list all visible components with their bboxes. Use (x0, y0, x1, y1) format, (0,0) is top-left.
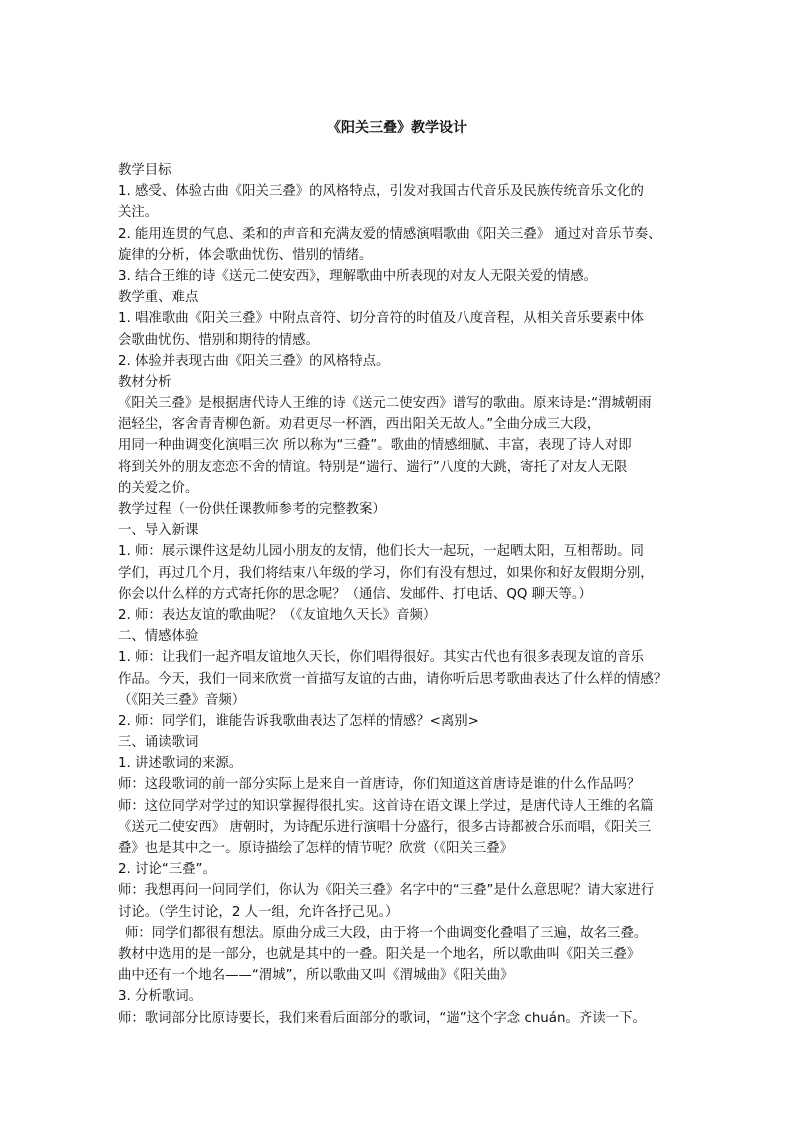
text-line: 教材中选用的是一部分，也就是其中的一叠。阳关是一个地名，所以歌曲叫《阳关三叠》 (118, 946, 641, 962)
text-line: 1. 感受、体验古曲《阳关三叠》的风格特点，引发对我国古代音乐及民族传统音乐文化的 (118, 184, 644, 200)
text-line: 师：同学们都很有想法。原曲分成三大段，由于将一个曲调变化叠唱了三遍，故名三叠。 (125, 925, 648, 941)
text-line: 2. 讨论“三叠”。 (118, 862, 216, 878)
text-line: 1. 师：展示课件这是幼儿园小朋友的友情，他们长大一起玩，一起晒太阳，互相帮助。同 (118, 544, 644, 560)
text-line: 2. 体验并表现古曲《阳关三叠》的风格特点。 (118, 353, 390, 369)
text-line: 2. 师：同学们，谁能告诉我歌曲表达了怎样的情感？<离别> (118, 713, 479, 729)
text-line: 学们，再过几个月，我们将结束八年级的学习，你们有没有想过，如果你和好友假期分别， (118, 565, 654, 581)
text-line: 2. 能用连贯的气息、柔和的声音和充满友爱的情感演唱歌曲《阳关三叠》 通过对音乐节奏、 (118, 226, 662, 242)
text-line: 教材分析 (118, 374, 172, 390)
text-line: 你会以什么样的方式寄托你的思念呢？（通信、发邮件、打电话、QQ 聊天等。） (118, 586, 592, 602)
text-line: 关注。 (118, 205, 159, 221)
text-line: 2. 师：表达友谊的歌曲呢？（《友谊地久天长》音频） (118, 607, 437, 623)
text-line: 一、导入新课 (118, 523, 199, 539)
text-line: 师：这位同学对学过的知识掌握得很扎实。这首诗在语文课上学过，是唐代诗人王维的名篇 (118, 798, 654, 814)
text-line: 的关爱之价。 (118, 480, 199, 496)
text-line: 叠》也是其中之一。原诗描绘了怎样的情节呢？欣赏（《阳关三叠》 (118, 841, 514, 856)
text-line: 浥轻尘，客舍青青柳色新。劝君更尽一杯酒，西出阳关无故人。”全曲分成三大段， (118, 417, 601, 433)
text-line: 将到关外的朋友恋恋不舍的情谊。特别是“遄行、遄行”八度的大跳，寄托了对友人无限 (118, 459, 628, 475)
text-line: 教学重、难点 (118, 290, 199, 306)
text-line: 教学过程（一份供任课教师参考的完整教案） (118, 502, 386, 517)
text-line: 《送元二使安西》 唐朝时，为诗配乐进行演唱十分盛行，很多古诗都被合乐而唱，《阳关三 (118, 819, 652, 835)
text-line: 用同一种曲调变化演唱三次 所以称为“三叠”。歌曲的情感细腻、丰富，表现了诗人对即 (118, 438, 632, 454)
text-line: （《阳关三叠》音频） (118, 692, 246, 708)
text-line: 师：这段歌词的前一部分实际上是来自一首唐诗，你们知道这首唐诗是谁的什么作品吗？ (118, 777, 641, 793)
text-line: 1. 唱准歌曲《阳关三叠》中附点音符、切分音符的时值及八度音程，从相关音乐要素中体 (118, 311, 644, 327)
text-line: 师：歌词部分比原诗要长，我们来看后面部分的歌词，“遄”这个字念 chuán。齐读一下。 (118, 1010, 646, 1026)
text-line: 3. 分析歌词。 (118, 989, 202, 1005)
text-line: 1. 讲述歌词的来源。 (118, 756, 243, 772)
text-line: 三、诵读歌词 (118, 735, 199, 751)
text-line: 1. 师：让我们一起齐唱友谊地久天长，你们唱得很好。其实古代也有很多表现友谊的音乐 (118, 650, 644, 666)
text-line: 讨论。（学生讨论，2 人一组，允许各抒己见。） (118, 904, 399, 920)
text-line: 师：我想再问一问同学们，你认为《阳关三叠》名字中的“三叠”是什么意思呢？请大家进行 (118, 883, 655, 899)
text-line: 旋律的分析，体会歌曲忧伤、惜别的情绪。 (118, 247, 373, 263)
document-title: 《阳关三叠》教学设计 (327, 120, 467, 136)
text-line: 《阳关三叠》是根据唐代诗人王维的诗《送元二使安西》谱写的歌曲。原来诗是:“渭城朝雨 (118, 396, 652, 412)
document-body (118, 160, 680, 1029)
text-line: 作品。今天，我们一同来欣赏一首描写友谊的古曲，请你听后思考歌曲表达了什么样的情感？ (118, 671, 668, 687)
text-line: 二、情感体验 (118, 629, 199, 645)
text-line: 会歌曲忧伤、惜别和期待的情感。 (118, 332, 319, 348)
text-line: 教学目标 (118, 163, 172, 178)
text-line: 曲中还有一个地名——“渭城”，所以歌曲又叫《渭城曲》《阳关曲》 (118, 968, 514, 984)
text-line: 3. 结合王维的诗《送元二使安西》，理解歌曲中所表现的对友人无限关爱的情感。 (118, 268, 598, 284)
